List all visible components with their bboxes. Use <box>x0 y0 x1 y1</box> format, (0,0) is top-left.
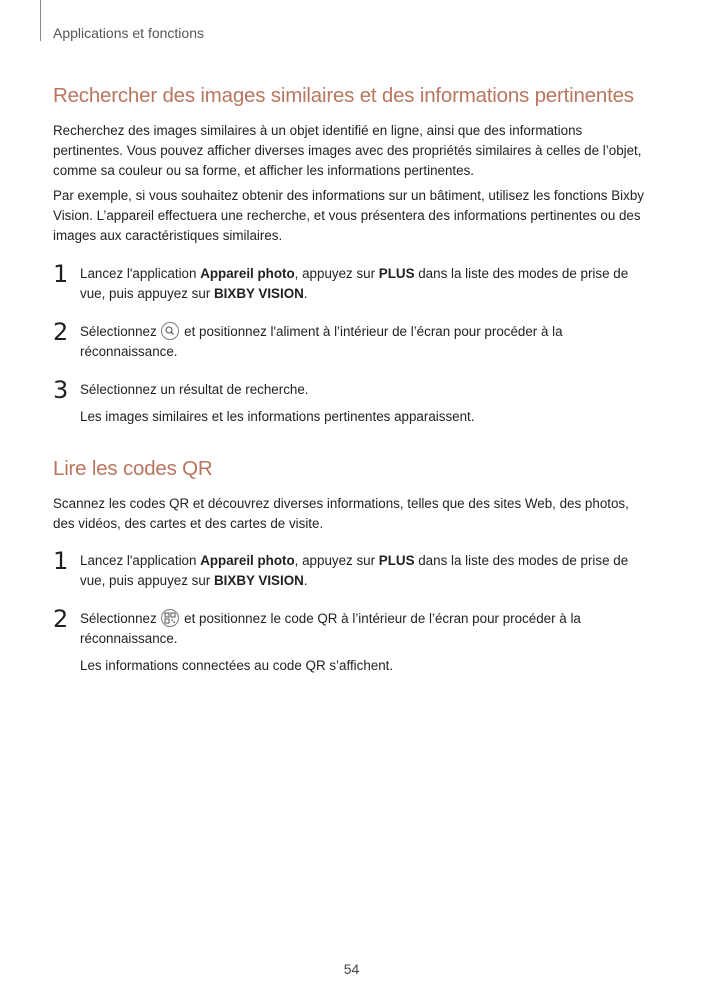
page-number: 54 <box>343 961 360 977</box>
page-content <box>53 80 653 676</box>
qr-code-icon <box>161 609 179 627</box>
section-title-similar-images: Rechercher des images similaires et des informations pertinentes <box>53 84 634 107</box>
step-3 <box>53 376 653 427</box>
step-2 <box>53 318 653 362</box>
step-text: Sélectionnez un résultat de recherche. <box>80 382 309 397</box>
step-text: Sélectionnez et positionnez le code QR à l’intérieur de l’écran pour procéder à la réconnaissance. <box>80 611 581 646</box>
bold-label: Appareil photo <box>200 266 295 281</box>
section-title-qr-codes: Lire les codes QR <box>53 457 213 480</box>
step-text: Lancez l'application Appareil photo, appuyez sur PLUS dans la liste des modes de prise de vue, puis appuyez sur BIXBY VISION. <box>80 553 629 588</box>
search-icon <box>161 322 179 340</box>
running-header: Applications et fonctions <box>53 25 204 41</box>
bold-label: BIXBY VISION <box>214 286 304 301</box>
step-number: 2 <box>53 605 69 633</box>
qr-step-2 <box>53 605 653 676</box>
bold-label: PLUS <box>378 553 415 568</box>
bold-label: PLUS <box>378 266 415 281</box>
step-number: 1 <box>53 260 69 288</box>
step-number: 3 <box>53 376 69 404</box>
example-paragraph: Par exemple, si vous souhaitez obtenir des informations sur un bâtiment, utilisez les fonctions Bixby Vision. L’appareil effectuera une recherche, et vous présentera des informations pertinentes ou des images aux caractéristiques similaires. <box>53 188 644 243</box>
step-number: 1 <box>53 547 69 575</box>
qr-intro-paragraph: Scannez les codes QR et découvrez diverses informations, telles que des sites Web, des photos, des vidéos, des cartes et des cartes de visite. <box>53 496 629 531</box>
step-result: Les images similaires et les informations pertinentes apparaissent. <box>80 409 475 424</box>
step-number: 2 <box>53 318 69 346</box>
qr-step-1 <box>53 547 653 591</box>
intro-paragraph: Recherchez des images similaires à un objet identifié en ligne, ainsi que des informations pertinentes. Vous pouvez afficher diverses images avec des propriétés similaires à celles de l’objet, comme sa couleur ou sa forme, et afficher les informations pertinentes. <box>53 123 642 178</box>
step-text: Sélectionnez et positionnez l'aliment à l’intérieur de l’écran pour procéder à la réconnaissance. <box>80 324 563 359</box>
header-divider <box>40 0 41 41</box>
step-text: Lancez l'application Appareil photo, appuyez sur PLUS dans la liste des modes de prise de vue, puis appuyez sur BIXBY VISION. <box>80 266 629 301</box>
step-1 <box>53 260 653 304</box>
step-result: Les informations connectées au code QR s’affichent. <box>80 658 394 673</box>
bold-label: Appareil photo <box>200 553 295 568</box>
bold-label: BIXBY VISION <box>214 573 304 588</box>
